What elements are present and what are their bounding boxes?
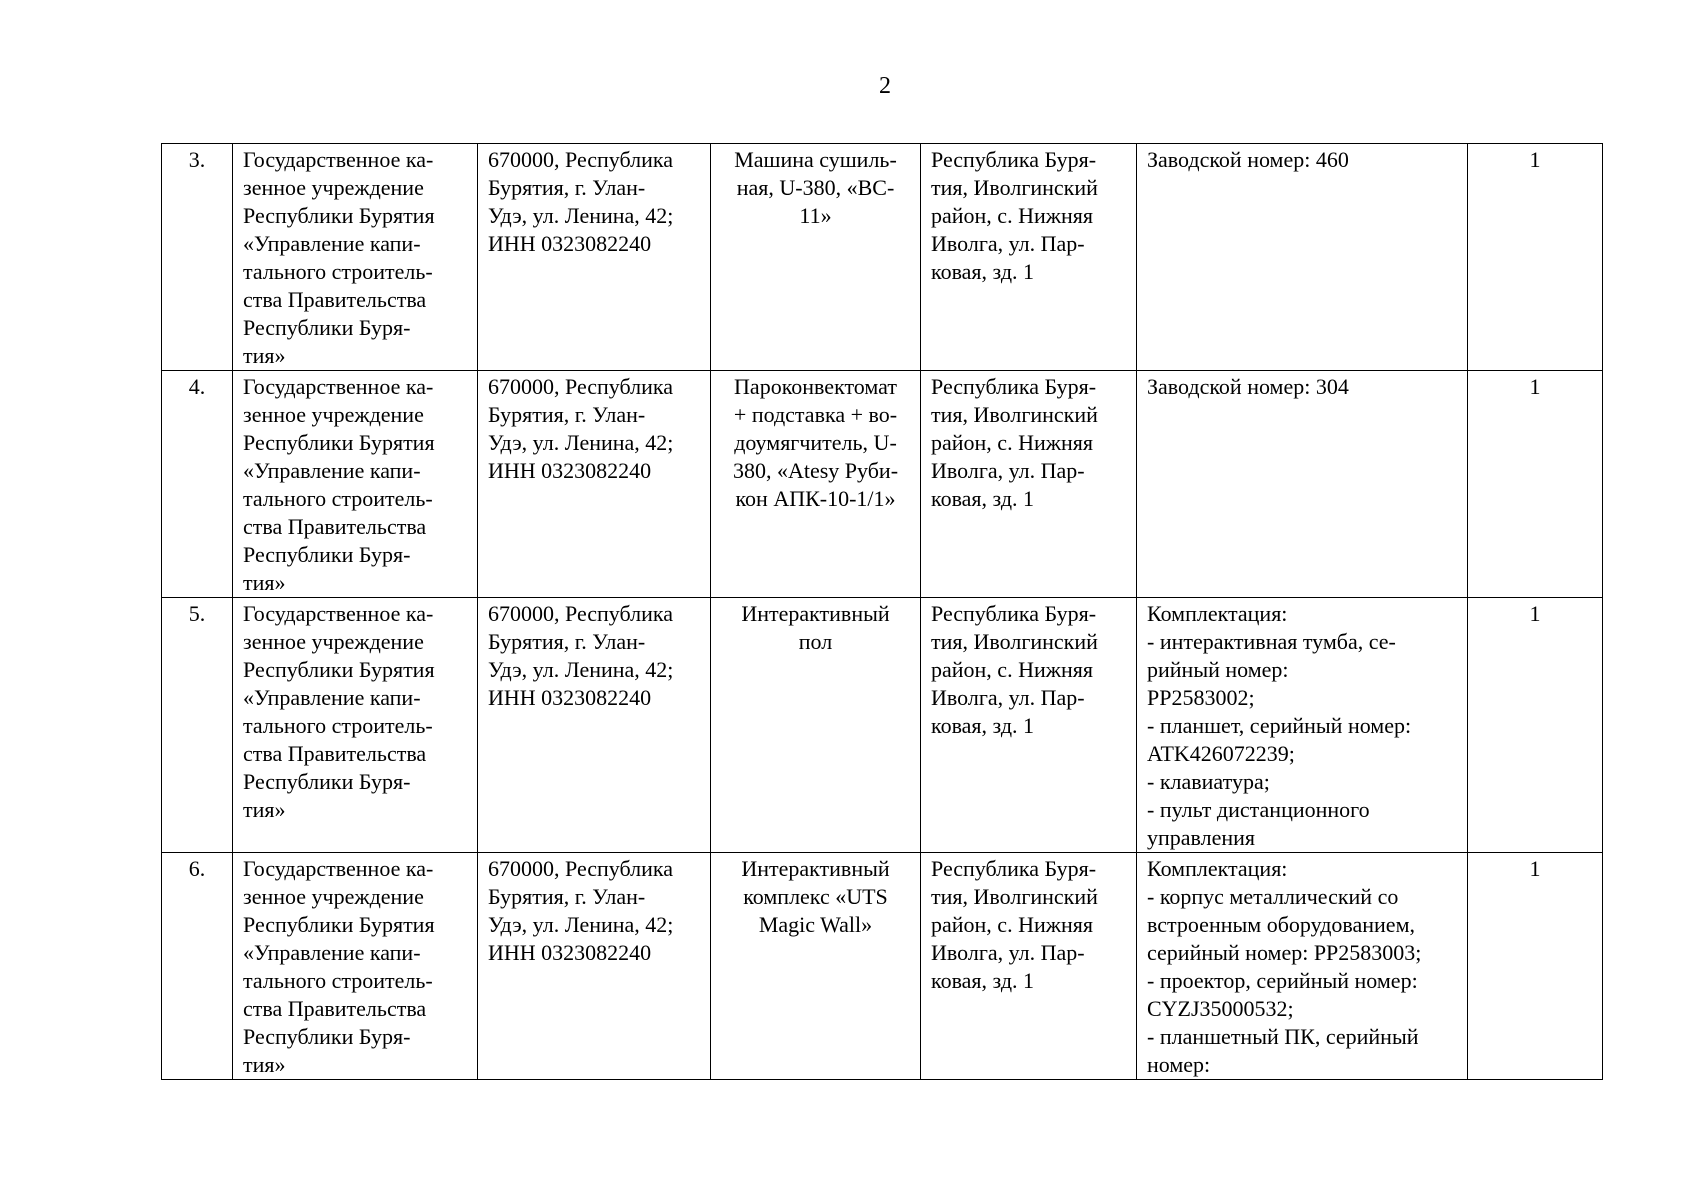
address-cell: 670000, Республика Бурятия, г. Улан- Удэ, ул. Ленина, 42; ИНН 0323082240 (478, 853, 711, 1080)
equipment-table (161, 143, 1603, 1080)
quantity-cell: 1 (1468, 371, 1603, 598)
table-row (162, 853, 1603, 1080)
row-number: 5. (162, 598, 233, 853)
location-cell: Республика Буря- тия, Иволгинский район, с. Нижняя Иволга, ул. Пар- ковая, зд. 1 (921, 371, 1137, 598)
organization-cell: Государственное ка- зенное учреждение Республики Бурятия «Управление капи- тального строитель- ства Правительства Республики Буря- тия» (233, 371, 478, 598)
organization-cell: Государственное ка- зенное учреждение Республики Бурятия «Управление капи- тального строитель- ства Правительства Республики Буря- тия» (233, 598, 478, 853)
quantity-cell: 1 (1468, 853, 1603, 1080)
details-cell: Комплектация: - интерактивная тумба, се- рийный номер: PP2583002; - планшет, серийный номер: ATK426072239; - клавиатура; - пульт дистанционного управления (1137, 598, 1468, 853)
address-cell: 670000, Республика Бурятия, г. Улан- Удэ, ул. Ленина, 42; ИНН 0323082240 (478, 598, 711, 853)
equipment-name-cell: Интерактивный пол (711, 598, 921, 853)
equipment-name-cell: Пароконвектомат + подставка + во- доумягчитель, U- 380, «Atesy Руби- кон АПК-10-1/1» (711, 371, 921, 598)
details-cell: Заводской номер: 460 (1137, 144, 1468, 371)
location-cell: Республика Буря- тия, Иволгинский район, с. Нижняя Иволга, ул. Пар- ковая, зд. 1 (921, 598, 1137, 853)
table-row (162, 598, 1603, 853)
row-number: 4. (162, 371, 233, 598)
row-number: 6. (162, 853, 233, 1080)
quantity-cell: 1 (1468, 598, 1603, 853)
organization-cell: Государственное ка- зенное учреждение Республики Бурятия «Управление капи- тального строитель- ства Правительства Республики Буря- тия» (233, 144, 478, 371)
location-cell: Республика Буря- тия, Иволгинский район, с. Нижняя Иволга, ул. Пар- ковая, зд. 1 (921, 853, 1137, 1080)
details-cell: Заводской номер: 304 (1137, 371, 1468, 598)
page-number: 2 (879, 73, 891, 99)
equipment-name-cell: Машина сушиль- ная, U-380, «ВС- 11» (711, 144, 921, 371)
table-row (162, 371, 1603, 598)
location-cell: Республика Буря- тия, Иволгинский район, с. Нижняя Иволга, ул. Пар- ковая, зд. 1 (921, 144, 1137, 371)
details-cell: Комплектация: - корпус металлический со встроенным оборудованием, серийный номер: PP2583003; - проектор, серийный номер: CYZJ35000532; - планшетный ПК, серийный номер: (1137, 853, 1468, 1080)
address-cell: 670000, Республика Бурятия, г. Улан- Удэ, ул. Ленина, 42; ИНН 0323082240 (478, 371, 711, 598)
row-number: 3. (162, 144, 233, 371)
address-cell: 670000, Республика Бурятия, г. Улан- Удэ, ул. Ленина, 42; ИНН 0323082240 (478, 144, 711, 371)
table-row (162, 144, 1603, 371)
quantity-cell: 1 (1468, 144, 1603, 371)
equipment-name-cell: Интерактивный комплекс «UTS Magic Wall» (711, 853, 921, 1080)
organization-cell: Государственное ка- зенное учреждение Республики Бурятия «Управление капи- тального строитель- ства Правительства Республики Буря- тия» (233, 853, 478, 1080)
